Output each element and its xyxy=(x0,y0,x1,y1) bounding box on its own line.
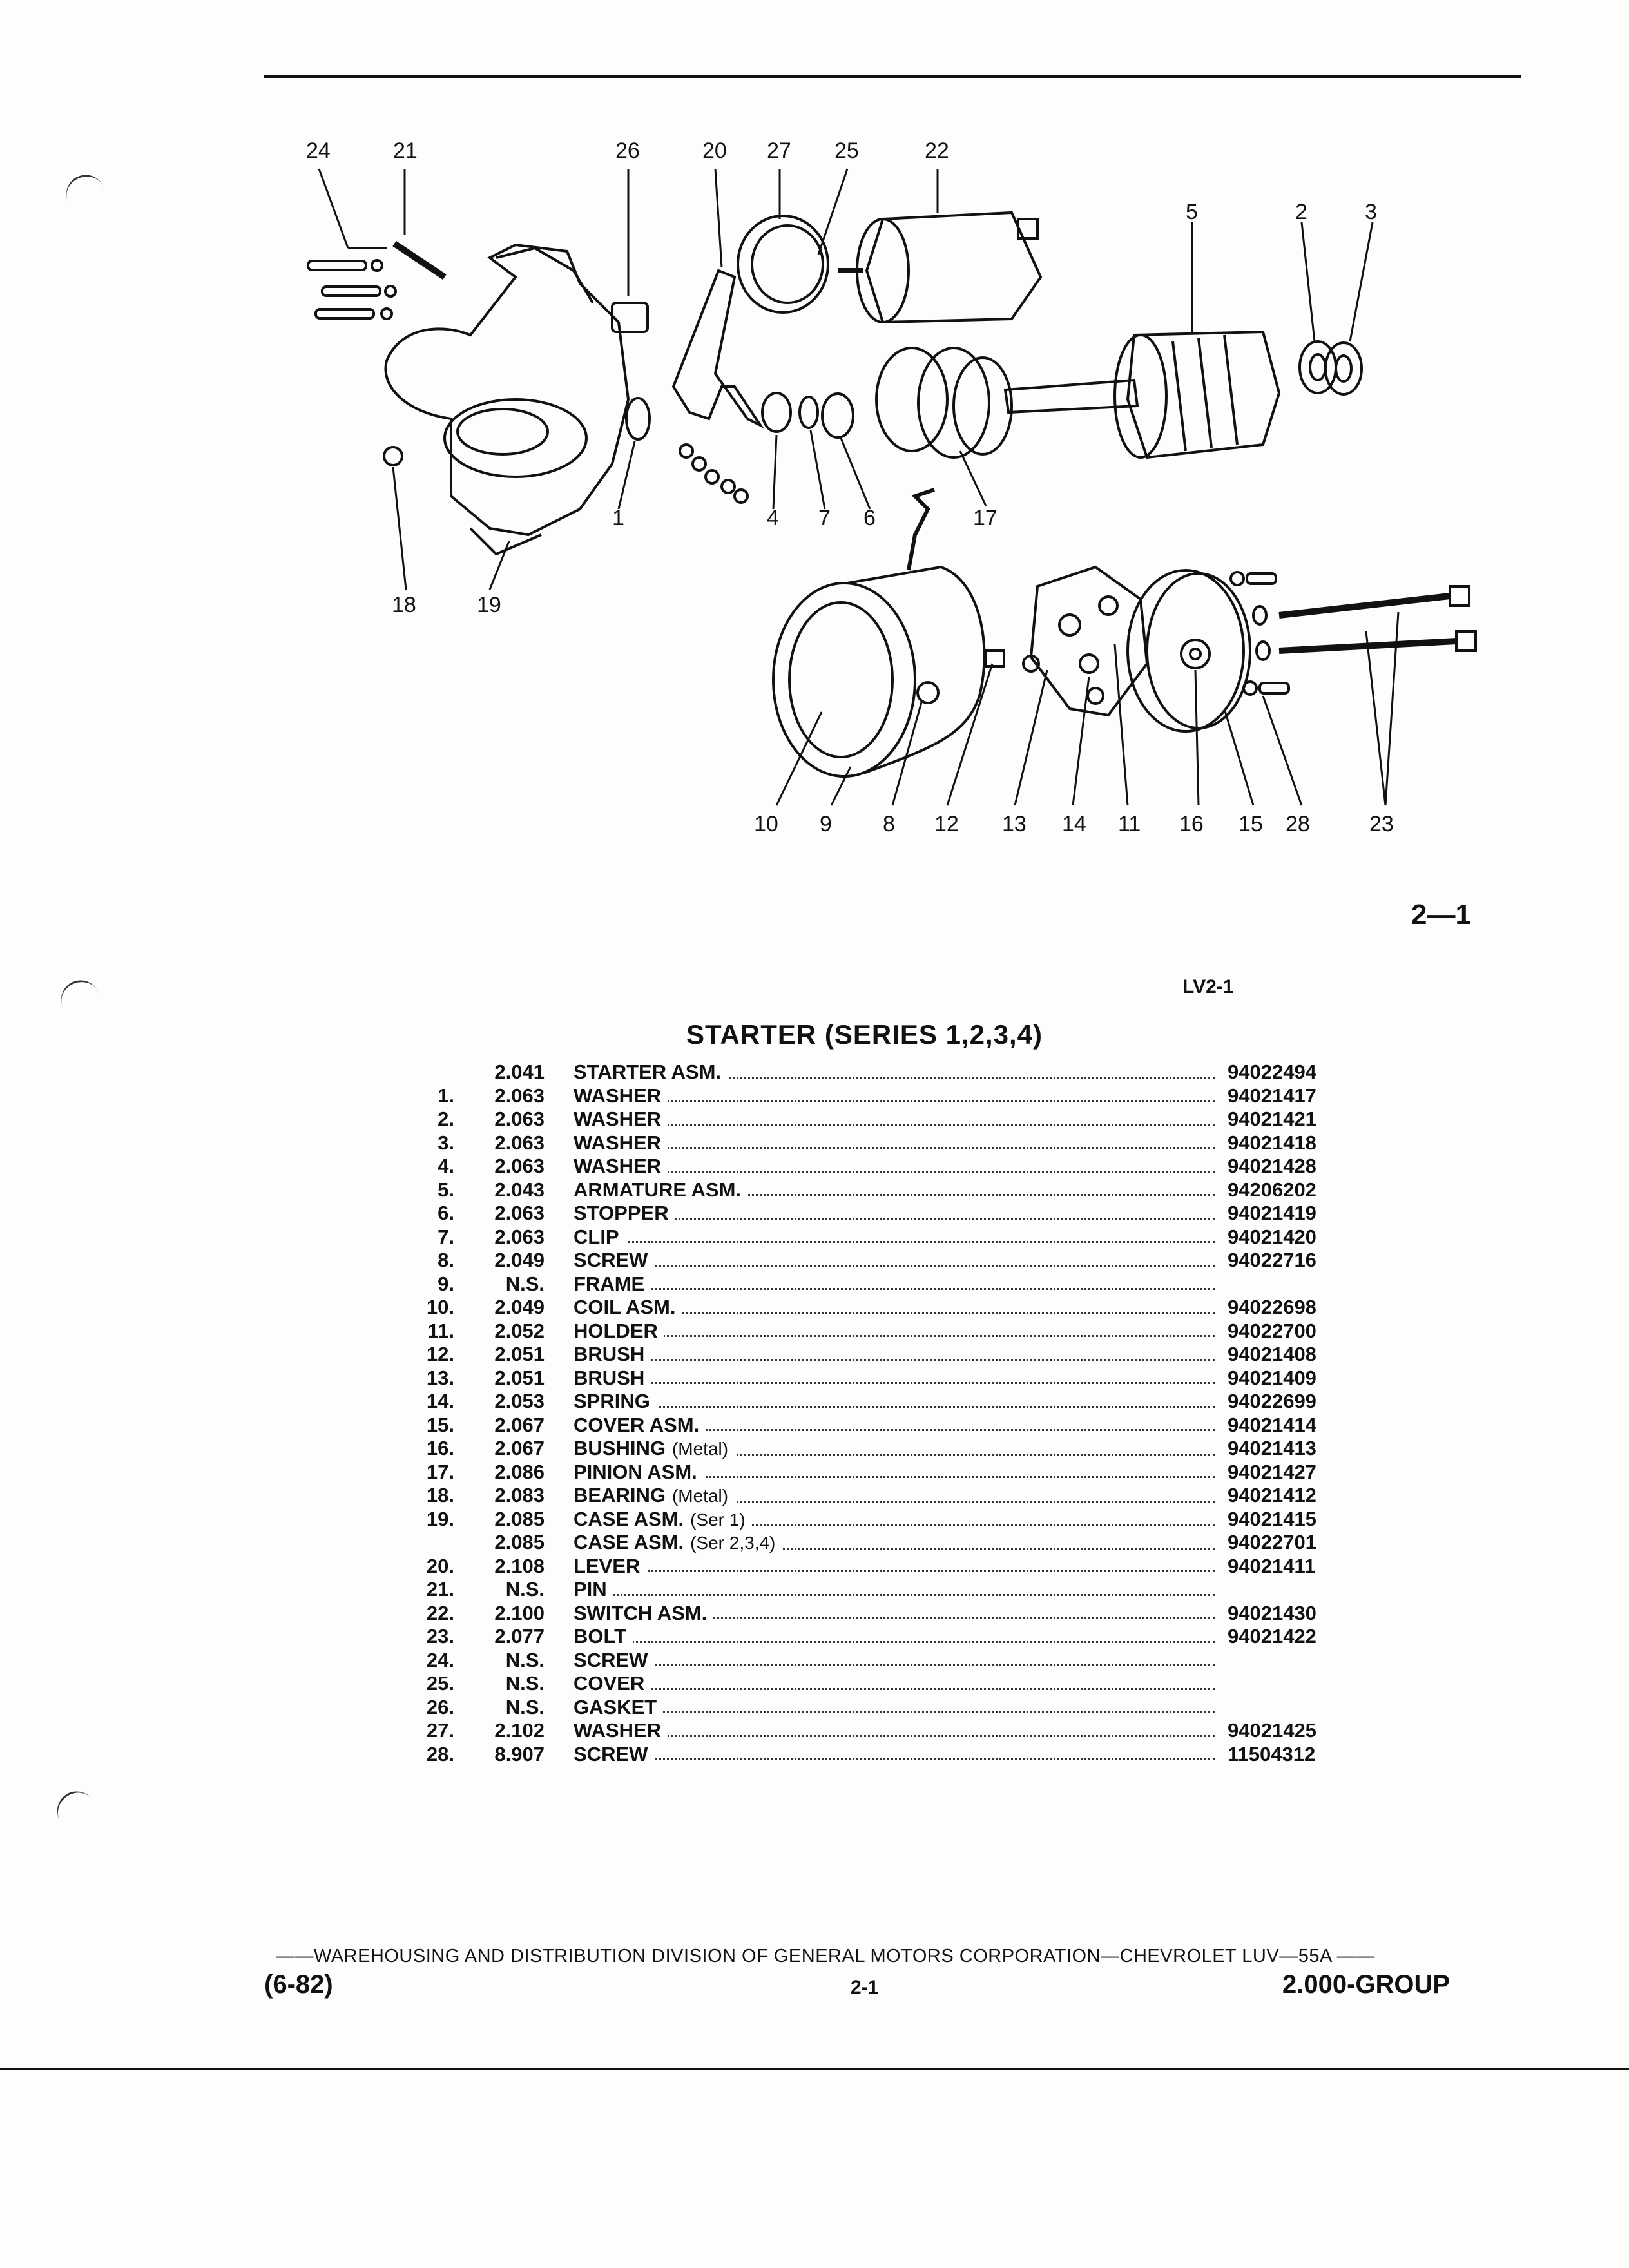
item-number: 11. xyxy=(427,1319,454,1342)
callout-label: 4 xyxy=(767,506,779,530)
bottom-rule xyxy=(0,2068,1629,2070)
parts-row xyxy=(387,1084,1353,1108)
item-number: 21. xyxy=(426,1578,454,1600)
part-description: BEARING xyxy=(574,1484,672,1506)
part-number: 94022700 xyxy=(1228,1319,1316,1342)
group-number: 2.063 xyxy=(494,1084,545,1107)
callout-label: 13 xyxy=(1002,812,1027,836)
part-description: SWITCH ASM. xyxy=(574,1602,713,1624)
starter-exploded-diagram xyxy=(0,0,1629,902)
description-cell xyxy=(574,1461,1215,1485)
parts-table-title: STARTER (SERIES 1,2,3,4) xyxy=(686,1019,1043,1050)
part-number: 94021409 xyxy=(1228,1366,1316,1389)
description-cell xyxy=(574,1296,1215,1320)
starter-case-drawing xyxy=(384,245,628,554)
parts-row xyxy=(387,1296,1353,1320)
item-number: 24. xyxy=(426,1648,454,1671)
parts-row xyxy=(387,1437,1353,1461)
part-note: (Ser 2,3,4) xyxy=(690,1533,782,1553)
description-cell xyxy=(574,1249,1215,1273)
part-note: (Metal) xyxy=(672,1486,735,1506)
callout-label: 3 xyxy=(1365,200,1377,224)
part-number: 94021408 xyxy=(1228,1343,1316,1365)
item-number: 27. xyxy=(426,1719,454,1742)
bolts-drawing xyxy=(1231,572,1476,695)
part-description: BUSHING xyxy=(574,1437,672,1459)
callout-label: 25 xyxy=(834,139,859,163)
parts-row xyxy=(387,1719,1353,1743)
description-cell xyxy=(574,1719,1215,1743)
item-number: 5. xyxy=(438,1178,454,1201)
description-cell xyxy=(574,1437,1215,1461)
callout-label: 2 xyxy=(1295,200,1307,224)
parts-row xyxy=(387,1555,1353,1579)
part-description: BOLT xyxy=(574,1625,633,1648)
callout-label: 1 xyxy=(612,506,624,530)
callout-label: 24 xyxy=(306,139,331,163)
parts-row xyxy=(387,1625,1353,1649)
item-number: 15. xyxy=(426,1413,454,1436)
parts-row xyxy=(387,1155,1353,1178)
callout-label: 20 xyxy=(702,139,727,163)
pinion-asm-drawing xyxy=(876,348,1012,457)
part-description: COVER ASM. xyxy=(574,1414,706,1436)
callout-label: 15 xyxy=(1239,812,1263,836)
part-description: GASKET xyxy=(574,1696,663,1718)
parts-row xyxy=(387,1531,1353,1555)
part-description: CASE ASM. xyxy=(574,1531,690,1553)
date-code: (6-82) xyxy=(264,1970,333,1999)
item-number: 13. xyxy=(426,1366,454,1389)
parts-table xyxy=(387,1061,1353,1766)
description-cell xyxy=(574,1743,1215,1767)
group-number: 2.063 xyxy=(494,1131,545,1154)
callout-label: 11 xyxy=(1118,812,1141,836)
part-number: 94021418 xyxy=(1228,1131,1316,1154)
parts-row xyxy=(387,1461,1353,1485)
part-number: 11504312 xyxy=(1228,1742,1316,1765)
description-cell xyxy=(574,1531,1215,1555)
group-number: 2.049 xyxy=(494,1249,545,1271)
description-cell xyxy=(574,1061,1215,1084)
callout-label: 12 xyxy=(934,812,959,836)
group-number: 2.049 xyxy=(494,1296,545,1318)
page-number: 2-1 xyxy=(851,1977,879,1998)
group-number: 2.051 xyxy=(494,1343,545,1365)
parts-row xyxy=(387,1367,1353,1390)
part-number: 94022494 xyxy=(1228,1061,1316,1083)
parts-row xyxy=(387,1131,1353,1155)
description-cell xyxy=(574,1390,1215,1414)
parts-row xyxy=(387,1273,1353,1296)
part-number: 94022701 xyxy=(1228,1531,1316,1553)
item-number: 14. xyxy=(426,1390,454,1412)
parts-row xyxy=(387,1649,1353,1673)
part-number: 94021427 xyxy=(1228,1460,1316,1483)
item-number: 20. xyxy=(426,1554,454,1577)
item-number: 12. xyxy=(426,1343,454,1365)
description-cell xyxy=(574,1273,1215,1296)
part-number: 94022698 xyxy=(1228,1296,1316,1318)
parts-row xyxy=(387,1696,1353,1720)
item-number: 3. xyxy=(438,1131,454,1154)
item-number: 8. xyxy=(438,1249,454,1271)
description-cell xyxy=(574,1320,1215,1343)
part-description: BRUSH xyxy=(574,1343,651,1365)
parts-row xyxy=(387,1508,1353,1532)
description-cell xyxy=(574,1578,1215,1602)
parts-row xyxy=(387,1061,1353,1084)
part-description: CLIP xyxy=(574,1225,626,1248)
parts-row xyxy=(387,1484,1353,1508)
part-number: 94021415 xyxy=(1228,1507,1316,1530)
parts-row xyxy=(387,1225,1353,1249)
figure-number: 2—1 xyxy=(1411,899,1471,930)
part-description: BRUSH xyxy=(574,1367,651,1389)
description-cell xyxy=(574,1555,1215,1579)
callout-label: 9 xyxy=(820,812,832,836)
description-cell xyxy=(574,1625,1215,1649)
part-number: 94021414 xyxy=(1228,1413,1316,1436)
item-number: 16. xyxy=(426,1437,454,1459)
callout-label: 22 xyxy=(925,139,949,163)
parts-row xyxy=(387,1108,1353,1131)
parts-row xyxy=(387,1672,1353,1696)
group-number: 2.063 xyxy=(494,1108,545,1130)
group-number: 2.063 xyxy=(494,1225,545,1248)
description-cell xyxy=(574,1696,1215,1720)
callout-label: 16 xyxy=(1179,812,1204,836)
punch-mark xyxy=(50,1784,97,1829)
part-description: STOPPER xyxy=(574,1202,675,1224)
part-description: HOLDER xyxy=(574,1320,664,1342)
group-number: N.S. xyxy=(505,1672,545,1695)
part-description: SCREW xyxy=(574,1249,654,1271)
part-description: WASHER xyxy=(574,1084,668,1107)
parts-row xyxy=(387,1178,1353,1202)
description-cell xyxy=(574,1649,1215,1673)
item-number: 22. xyxy=(426,1601,454,1624)
item-number: 18. xyxy=(426,1484,454,1506)
part-number: 94021421 xyxy=(1228,1108,1316,1130)
group-number: 2.063 xyxy=(494,1155,545,1177)
group-number: 2.086 xyxy=(494,1460,545,1483)
item-number: 4. xyxy=(438,1155,454,1177)
part-number: 94021422 xyxy=(1228,1625,1316,1648)
part-number: 94021412 xyxy=(1228,1484,1316,1506)
group-number: 2.067 xyxy=(494,1437,545,1459)
group-number: N.S. xyxy=(505,1578,545,1600)
part-number: 94021417 xyxy=(1228,1084,1316,1107)
part-description: PIN xyxy=(574,1578,613,1600)
part-number: 94021425 xyxy=(1228,1719,1316,1742)
description-cell xyxy=(574,1202,1215,1225)
part-description: PINION ASM. xyxy=(574,1461,704,1483)
part-description: ARMATURE ASM. xyxy=(574,1178,747,1201)
item-number: 25. xyxy=(426,1672,454,1695)
group-number: 2.043 xyxy=(494,1178,545,1201)
part-description: WASHER xyxy=(574,1155,668,1177)
part-description: WASHER xyxy=(574,1719,668,1742)
callout-label: 18 xyxy=(392,593,416,617)
part-number: 94206202 xyxy=(1228,1178,1316,1201)
group-number: N.S. xyxy=(505,1648,545,1671)
parts-row xyxy=(387,1390,1353,1414)
item-number: 19. xyxy=(426,1507,454,1530)
parts-row xyxy=(387,1320,1353,1343)
callout-label: 8 xyxy=(883,812,895,836)
item-number: 2. xyxy=(438,1108,454,1130)
part-description: SPRING xyxy=(574,1390,657,1412)
description-cell xyxy=(574,1484,1215,1508)
item-number: 26. xyxy=(426,1695,454,1718)
part-description: COVER xyxy=(574,1672,651,1695)
item-number: 28. xyxy=(426,1742,454,1765)
parts-row xyxy=(387,1743,1353,1767)
publisher-line: ——WAREHOUSING AND DISTRIBUTION DIVISION OF GENERAL MOTORS CORPORATION—CHEVROLET LUV—55A —— xyxy=(276,1946,1375,1966)
callout-label: 28 xyxy=(1286,812,1310,836)
description-cell xyxy=(574,1108,1215,1131)
description-cell xyxy=(574,1602,1215,1626)
part-description: COIL ASM. xyxy=(574,1296,682,1318)
item-number: 23. xyxy=(426,1625,454,1648)
callout-label: 27 xyxy=(767,139,791,163)
group-number: 2.053 xyxy=(494,1390,545,1412)
item-number: 9. xyxy=(438,1272,454,1295)
callout-label: 14 xyxy=(1062,812,1086,836)
parts-row xyxy=(387,1578,1353,1602)
item-number: 6. xyxy=(438,1202,454,1224)
group-number: 2.052 xyxy=(494,1319,545,1342)
description-cell xyxy=(574,1414,1215,1437)
part-number: 94022699 xyxy=(1228,1390,1316,1412)
part-description: WASHER xyxy=(574,1131,668,1154)
item-number: 7. xyxy=(438,1225,454,1248)
item-number: 17. xyxy=(426,1460,454,1483)
callout-label: 17 xyxy=(973,506,998,530)
group-number: 2.041 xyxy=(494,1061,545,1083)
group-number: 2.063 xyxy=(494,1202,545,1224)
parts-row xyxy=(387,1343,1353,1367)
group-number: 2.102 xyxy=(494,1719,545,1742)
group-label: 2.000-GROUP xyxy=(1282,1970,1451,1999)
part-description: CASE ASM. xyxy=(574,1508,690,1530)
callout-label: 10 xyxy=(754,812,778,836)
parts-row xyxy=(387,1202,1353,1225)
callout-label: 6 xyxy=(863,506,876,530)
group-number: 2.108 xyxy=(494,1554,545,1577)
group-number: N.S. xyxy=(505,1272,545,1295)
description-cell xyxy=(574,1178,1215,1202)
part-number: 94021413 xyxy=(1228,1437,1316,1459)
description-cell xyxy=(574,1343,1215,1367)
description-cell xyxy=(574,1672,1215,1696)
description-cell xyxy=(574,1131,1215,1155)
callout-label: 7 xyxy=(818,506,831,530)
callout-label: 26 xyxy=(615,139,640,163)
description-cell xyxy=(574,1508,1215,1532)
parts-row xyxy=(387,1602,1353,1626)
description-cell xyxy=(574,1084,1215,1108)
group-number: 2.051 xyxy=(494,1366,545,1389)
callout-label: 5 xyxy=(1186,200,1198,224)
part-note: (Metal) xyxy=(672,1439,735,1459)
part-description: WASHER xyxy=(574,1108,668,1130)
part-number: 94021419 xyxy=(1228,1202,1316,1224)
group-number: 2.083 xyxy=(494,1484,545,1506)
item-number: 10. xyxy=(426,1296,454,1318)
drawing-code: LV2-1 xyxy=(1182,976,1234,997)
description-cell xyxy=(574,1225,1215,1249)
group-number: 2.077 xyxy=(494,1625,545,1648)
part-number: 94021411 xyxy=(1228,1554,1316,1577)
switch-asm-drawing xyxy=(838,213,1041,322)
part-description: SCREW xyxy=(574,1743,654,1765)
group-number: 2.085 xyxy=(494,1531,545,1553)
parts-row xyxy=(387,1414,1353,1437)
parts-row xyxy=(387,1249,1353,1273)
group-number: 8.907 xyxy=(494,1742,545,1765)
group-number: 2.100 xyxy=(494,1601,545,1624)
callout-label: 19 xyxy=(477,593,501,617)
end-cover-drawing xyxy=(1128,570,1250,731)
part-description: STARTER ASM. xyxy=(574,1061,728,1083)
part-number: 94021430 xyxy=(1228,1601,1316,1624)
part-description: SCREW xyxy=(574,1649,654,1671)
part-number: 94021420 xyxy=(1228,1225,1316,1248)
part-number: 94022716 xyxy=(1228,1249,1316,1271)
punch-mark xyxy=(55,975,101,1014)
group-number: N.S. xyxy=(505,1695,545,1718)
item-number: 1. xyxy=(438,1084,454,1107)
part-note: (Ser 1) xyxy=(690,1510,752,1530)
part-description: LEVER xyxy=(574,1555,646,1577)
callout-label: 21 xyxy=(393,139,418,163)
callout-label: 23 xyxy=(1369,812,1394,836)
part-description: FRAME xyxy=(574,1273,651,1295)
group-number: 2.085 xyxy=(494,1507,545,1530)
group-number: 2.067 xyxy=(494,1413,545,1436)
armature-asm-drawing xyxy=(1005,332,1279,457)
part-number: 94021428 xyxy=(1228,1155,1316,1177)
screw-set-drawing xyxy=(308,260,396,319)
description-cell xyxy=(574,1367,1215,1390)
description-cell xyxy=(574,1155,1215,1178)
